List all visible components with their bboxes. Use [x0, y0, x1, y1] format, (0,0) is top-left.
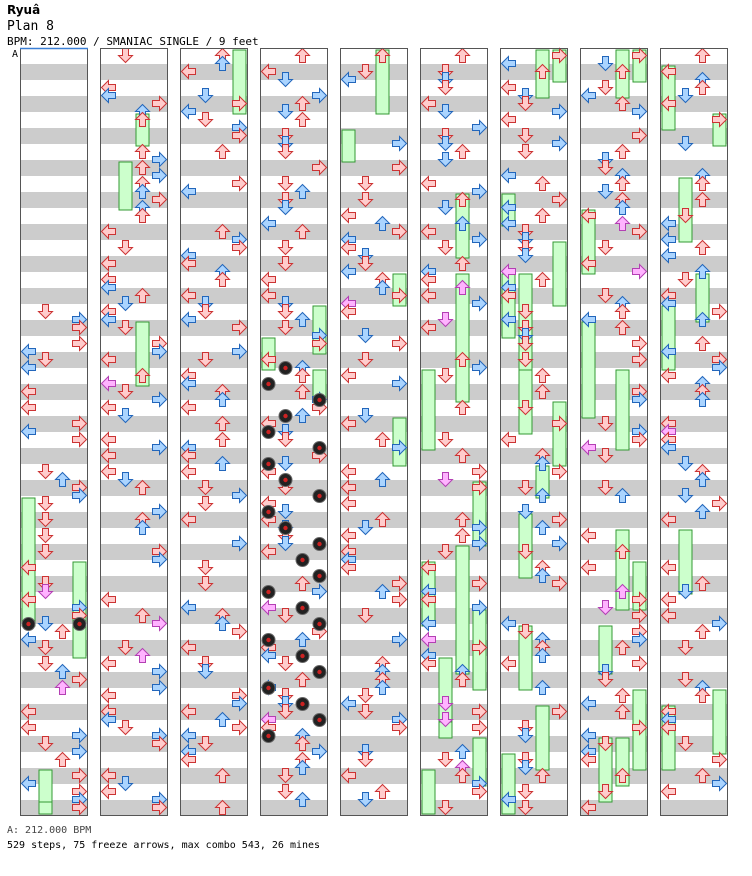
mine-core	[317, 718, 321, 722]
beat-stripe	[420, 160, 488, 176]
left-arrow-icon	[102, 465, 116, 479]
beat-stripe	[180, 160, 248, 176]
up-arrow-icon	[536, 209, 550, 223]
left-arrow-icon	[22, 401, 36, 415]
right-arrow-icon	[473, 721, 487, 735]
beat-stripe	[500, 640, 568, 656]
up-arrow-icon	[536, 369, 550, 383]
beat-stripe	[340, 736, 408, 752]
left-arrow-icon	[662, 593, 676, 607]
beat-stripe	[660, 160, 728, 176]
mine-core	[266, 430, 270, 434]
song-title: Ryuâ	[7, 3, 41, 17]
beat-stripe	[260, 800, 328, 816]
down-arrow-icon	[279, 145, 293, 159]
freeze-arrow	[422, 370, 435, 450]
up-arrow-icon	[296, 369, 310, 383]
left-arrow-icon	[502, 113, 516, 127]
beat-stripe	[180, 768, 248, 784]
right-arrow-icon	[633, 337, 647, 351]
mine-core	[300, 606, 304, 610]
beat-stripe	[20, 256, 88, 272]
right-arrow-icon	[393, 593, 407, 607]
freeze-arrow	[662, 306, 675, 370]
right-arrow-icon	[73, 433, 87, 447]
beat-stripe	[100, 64, 168, 80]
up-arrow-icon	[456, 49, 470, 63]
beat-stripe	[580, 288, 648, 304]
mine-core	[266, 734, 270, 738]
freeze-arrow	[422, 770, 435, 814]
up-arrow-icon	[696, 81, 710, 95]
left-arrow-icon	[582, 561, 596, 575]
beat-stripe	[20, 96, 88, 112]
down-arrow-icon	[39, 657, 53, 671]
down-arrow-icon	[519, 145, 533, 159]
song-artist: Plan 8	[7, 19, 54, 34]
down-arrow-icon	[119, 241, 133, 255]
beat-stripe	[340, 320, 408, 336]
left-arrow-icon	[342, 209, 356, 223]
up-arrow-icon	[696, 625, 710, 639]
down-arrow-icon	[439, 369, 453, 383]
down-arrow-icon	[599, 241, 613, 255]
left-arrow-icon	[502, 433, 516, 447]
beat-stripe	[580, 544, 648, 560]
beat-stripe	[660, 480, 728, 496]
right-arrow-icon	[233, 625, 247, 639]
left-arrow-icon	[342, 497, 356, 511]
up-arrow-icon	[136, 145, 150, 159]
left-arrow-icon	[582, 529, 596, 543]
up-arrow-icon	[296, 113, 310, 127]
down-arrow-icon	[439, 241, 453, 255]
mine-core	[266, 462, 270, 466]
freeze-arrow	[536, 706, 549, 770]
mine-core	[283, 478, 287, 482]
right-arrow-icon	[633, 657, 647, 671]
beat-stripe	[660, 544, 728, 560]
beat-stripe	[20, 448, 88, 464]
down-arrow-icon	[279, 241, 293, 255]
left-arrow-icon	[102, 433, 116, 447]
beat-stripe	[20, 288, 88, 304]
right-arrow-icon	[713, 305, 727, 319]
mine-core	[266, 590, 270, 594]
left-arrow-icon	[262, 273, 276, 287]
song-info: BPM: 212.000 / SMANIAC SINGLE / 9 feet	[7, 35, 259, 48]
bpm-change-marker: A	[12, 49, 19, 60]
beat-stripe	[580, 672, 648, 688]
left-arrow-icon	[102, 593, 116, 607]
up-arrow-icon	[136, 209, 150, 223]
mine-core	[26, 622, 30, 626]
right-arrow-icon	[73, 337, 87, 351]
left-arrow-icon	[502, 657, 516, 671]
left-arrow-icon	[182, 465, 196, 479]
left-arrow-icon	[662, 561, 676, 575]
beat-stripe	[660, 384, 728, 400]
up-arrow-icon	[56, 625, 70, 639]
beat-stripe	[260, 192, 328, 208]
beat-stripe	[580, 192, 648, 208]
beat-stripe	[660, 576, 728, 592]
up-arrow-icon	[696, 49, 710, 63]
up-arrow-icon	[456, 529, 470, 543]
down-arrow-icon	[39, 497, 53, 511]
right-arrow-icon	[233, 721, 247, 735]
left-arrow-icon	[342, 465, 356, 479]
mine-core	[300, 558, 304, 562]
up-arrow-icon	[216, 433, 230, 447]
left-arrow-icon	[102, 785, 116, 799]
right-arrow-icon	[233, 177, 247, 191]
mine-core	[300, 702, 304, 706]
down-arrow-icon	[199, 305, 213, 319]
up-arrow-icon	[696, 241, 710, 255]
beat-stripe	[580, 480, 648, 496]
up-arrow-icon	[696, 689, 710, 703]
beat-stripe	[340, 512, 408, 528]
left-arrow-icon	[102, 657, 116, 671]
beat-stripe	[260, 128, 328, 144]
beat-stripe	[180, 576, 248, 592]
left-arrow-icon	[342, 529, 356, 543]
beat-stripe	[340, 608, 408, 624]
down-arrow-icon	[199, 561, 213, 575]
up-arrow-icon	[216, 273, 230, 287]
down-arrow-icon	[279, 305, 293, 319]
beat-stripe	[580, 160, 648, 176]
beat-stripe	[340, 192, 408, 208]
left-arrow-icon	[662, 369, 676, 383]
mine-core	[77, 622, 81, 626]
mine-core	[266, 686, 270, 690]
up-arrow-icon	[696, 337, 710, 351]
down-arrow-icon	[279, 433, 293, 447]
down-arrow-icon	[279, 657, 293, 671]
up-arrow-icon	[616, 145, 630, 159]
beat-stripe	[100, 416, 168, 432]
beat-stripe	[660, 800, 728, 816]
left-arrow-icon	[502, 81, 516, 95]
beat-stripe	[500, 480, 568, 496]
down-arrow-icon	[359, 689, 373, 703]
beat-stripe	[100, 128, 168, 144]
up-arrow-icon	[456, 401, 470, 415]
beat-stripe	[500, 352, 568, 368]
up-arrow-icon	[536, 273, 550, 287]
down-arrow-icon	[599, 81, 613, 95]
beat-stripe	[340, 800, 408, 816]
beat-stripe	[580, 512, 648, 528]
beat-stripe	[100, 480, 168, 496]
left-arrow-icon	[22, 721, 36, 735]
up-arrow-icon	[296, 49, 310, 63]
freeze-arrow	[39, 770, 52, 802]
beat-stripe	[500, 384, 568, 400]
up-arrow-icon	[616, 305, 630, 319]
mine-core	[266, 382, 270, 386]
right-arrow-icon	[713, 753, 727, 767]
beat-stripe	[660, 192, 728, 208]
up-arrow-icon	[696, 177, 710, 191]
up-arrow-icon	[616, 689, 630, 703]
beat-stripe	[260, 768, 328, 784]
beat-stripe	[20, 160, 88, 176]
down-arrow-icon	[119, 49, 133, 63]
beat-stripe	[100, 640, 168, 656]
beat-stripe	[180, 800, 248, 816]
mine-core	[317, 542, 321, 546]
down-arrow-icon	[519, 785, 533, 799]
beat-stripe	[20, 192, 88, 208]
beat-stripe	[260, 256, 328, 272]
freeze-arrow	[582, 322, 595, 418]
freeze-arrow	[456, 546, 469, 674]
beat-stripe	[500, 672, 568, 688]
freeze-arrow	[342, 130, 355, 162]
right-arrow-icon	[393, 337, 407, 351]
down-arrow-icon	[119, 721, 133, 735]
chart-summary: 529 steps, 75 freeze arrows, max combo 543, 26 mines	[7, 840, 321, 851]
mine-core	[317, 398, 321, 402]
left-arrow-icon	[662, 785, 676, 799]
beat-stripe	[340, 96, 408, 112]
down-arrow-icon	[439, 433, 453, 447]
mine-core	[317, 446, 321, 450]
up-arrow-icon	[616, 177, 630, 191]
beat-stripe	[340, 352, 408, 368]
down-arrow-icon	[39, 305, 53, 319]
mine-core	[317, 622, 321, 626]
freeze-arrow	[553, 242, 566, 306]
up-arrow-icon	[536, 177, 550, 191]
up-arrow-icon	[216, 145, 230, 159]
right-arrow-icon	[553, 465, 567, 479]
beat-stripe	[20, 128, 88, 144]
down-arrow-icon	[199, 497, 213, 511]
left-arrow-icon	[422, 177, 436, 191]
mine-core	[283, 414, 287, 418]
down-arrow-icon	[679, 273, 693, 287]
up-arrow-icon	[376, 433, 390, 447]
freeze-arrow	[713, 690, 726, 754]
freeze-arrow	[553, 402, 566, 466]
down-arrow-icon	[439, 753, 453, 767]
mine-core	[317, 494, 321, 498]
freeze-arrow	[616, 370, 629, 450]
beat-stripe	[420, 64, 488, 80]
beat-stripe	[500, 736, 568, 752]
beat-stripe	[660, 672, 728, 688]
mine-core	[317, 574, 321, 578]
down-arrow-icon	[359, 753, 373, 767]
beat-stripe	[180, 416, 248, 432]
right-arrow-icon	[473, 465, 487, 479]
down-arrow-icon	[359, 177, 373, 191]
left-arrow-icon	[102, 401, 116, 415]
down-arrow-icon	[279, 177, 293, 191]
beat-stripe	[100, 576, 168, 592]
mine-core	[300, 654, 304, 658]
left-arrow-icon	[182, 401, 196, 415]
left-arrow-icon	[342, 369, 356, 383]
down-arrow-icon	[39, 529, 53, 543]
right-arrow-icon	[713, 497, 727, 511]
beat-stripe	[20, 64, 88, 80]
beat-stripe	[180, 672, 248, 688]
down-arrow-icon	[279, 785, 293, 799]
mine-core	[283, 526, 287, 530]
mine-core	[266, 638, 270, 642]
down-arrow-icon	[199, 113, 213, 127]
left-arrow-icon	[102, 689, 116, 703]
mine-core	[317, 670, 321, 674]
freeze-arrow	[119, 162, 132, 210]
mine-core	[283, 366, 287, 370]
down-arrow-icon	[439, 81, 453, 95]
down-arrow-icon	[39, 465, 53, 479]
beat-stripe	[20, 224, 88, 240]
mine-core	[266, 510, 270, 514]
up-arrow-icon	[56, 753, 70, 767]
bpm-legend: A: 212.000 BPM	[7, 825, 92, 836]
up-arrow-icon	[376, 785, 390, 799]
beat-stripe	[340, 672, 408, 688]
up-arrow-icon	[456, 145, 470, 159]
beat-stripe	[660, 640, 728, 656]
